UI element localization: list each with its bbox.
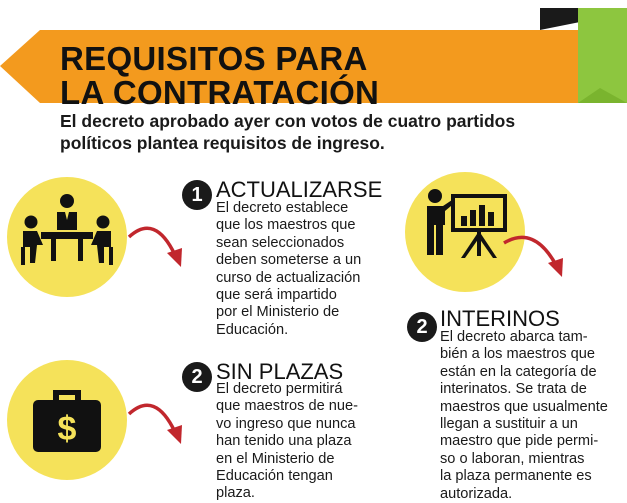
red-arrow-icon xyxy=(125,392,195,452)
text-line: han tenido una plaza xyxy=(216,433,352,450)
text-line: que maestros de nue- xyxy=(216,398,358,415)
text-line: El decreto permitirá xyxy=(216,381,343,397)
text-line: están en la categoría de xyxy=(440,363,597,380)
money-briefcase-icon xyxy=(7,360,127,480)
text-line: maestros que usualmente xyxy=(440,398,608,415)
text-line: deben someterse a un xyxy=(216,252,362,269)
text-line: maestro que pide permi- xyxy=(440,433,599,450)
intro-line-1: El decreto aprobado ayer con votos de cuatro partidos xyxy=(60,111,516,131)
text-line: autorizada. xyxy=(440,485,513,502)
text-line: bién a los maestros que xyxy=(440,346,595,363)
section-title-actualizarse: ACTUALIZARSE xyxy=(216,177,383,202)
text-line: El decreto establece xyxy=(216,200,349,216)
section-number-badge: 2 xyxy=(407,312,437,342)
section-body-sin-plazas xyxy=(216,381,358,503)
text-line: llegan a sustituir a un xyxy=(440,415,578,432)
text-line: interinatos. Se trata de xyxy=(440,381,587,398)
text-line: so o laboran, mientras xyxy=(440,450,585,467)
section-body-actualizarse xyxy=(216,200,361,339)
intro-line-2: políticos plantea requisitos de ingreso. xyxy=(60,133,385,153)
page-title-line-2: LA CONTRATACIÓN xyxy=(60,74,380,111)
section-title-sin-plazas: SIN PLAZAS xyxy=(216,359,344,384)
section-title-interinos: INTERINOS xyxy=(440,306,560,331)
text-line: la plaza permanente es xyxy=(440,468,592,485)
svg-text:$: $ xyxy=(57,410,77,448)
text-line: Educación tengan xyxy=(216,467,333,484)
text-line: curso de actualización xyxy=(216,269,361,286)
text-line: El decreto abarca tam- xyxy=(440,329,588,345)
text-line: por el Ministerio de xyxy=(216,304,340,321)
red-arrow-icon xyxy=(500,225,580,285)
text-line: que será impartido xyxy=(216,286,337,303)
section-number-badge: 2 xyxy=(182,362,212,392)
text-line: sean seleccionados xyxy=(216,234,345,251)
text-line: plaza. xyxy=(216,485,255,502)
text-line: vo ingreso que nunca xyxy=(216,415,356,432)
section-number-badge: 1 xyxy=(182,180,212,210)
text-line: que los maestros que xyxy=(216,217,356,234)
text-line: Educación. xyxy=(216,321,289,338)
page-title-line-1: REQUISITOS PARA xyxy=(60,40,368,77)
meeting-table-icon xyxy=(7,177,127,297)
intro-text xyxy=(60,110,580,154)
red-arrow-icon xyxy=(125,215,195,275)
section-body-interinos xyxy=(440,329,608,503)
text-line: en el Ministerio de xyxy=(216,450,335,467)
